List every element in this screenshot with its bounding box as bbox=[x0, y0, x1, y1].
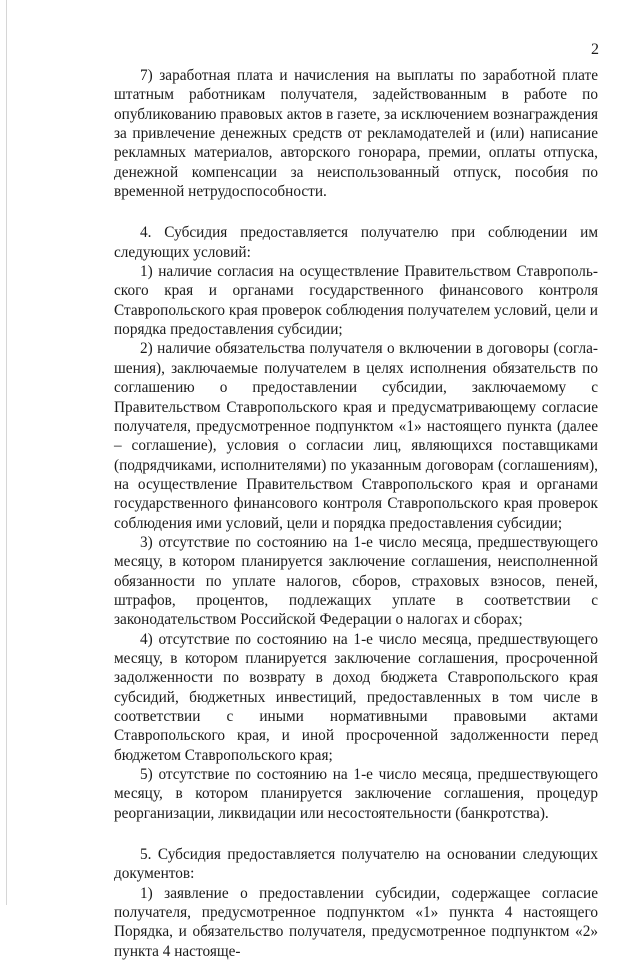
paragraph-clause-4: 4. Субсидия предоставляется получателю при соблюдении им следующих условий: bbox=[114, 224, 598, 261]
document-body bbox=[114, 66, 598, 961]
paragraph-clause-5: 5. Субсидия предоставляется получателю на основании следующих документов: bbox=[114, 846, 598, 883]
paragraph-condition-2: 2) наличие обязательства получателя о включении в договоры (соглашения), заключаемые получателем в целях исполнения обязательств по соглашению о предоставлении субсидии, заключаемому с Правительством Ставропольского края и предусматривающему согласие получателя, предусмотренное подпунктом «1» настоящего пункта (далее – соглашение), условия о согласии лиц, являющихся поставщиками (подрядчиками, исполнителями) по указанным договорам (соглашениям), на осуществление Правительством Ставропольского края и органами государственного финансового контроля Ставропольского края проверок соблюдения ими условий, цели и порядка предоставления субсидии; bbox=[114, 340, 598, 532]
paragraph-condition-4: 4) отсутствие по состоянию на 1-е число месяца, предшествующего месяцу, в котором планируется заключение соглашения, просроченной задолженности по возврату в доход бюджета Ставропольского края субсидий, бюджетных инвестиций, предоставленных в том числе в соответствии с иными нормативными правовыми актами Ставропольского края, и иной просроченной задолженности перед бюджетом Ставропольского края; bbox=[114, 630, 598, 764]
section-gap bbox=[114, 201, 598, 223]
paragraph-item-7: 7) заработная плата и начисления на выплаты по заработной плате штатным работникам получателя, задействованным в работе по опубликованию правовых актов в газете, за исключением вознаграждения за привлечение денежных средств от рекламодателей и (или) написание рекламных материалов, авторского гонорара, премии, оплаты отпуска, денежной компенсации за неиспользованный отпуск, пособия по временной нетрудоспособности. bbox=[114, 67, 598, 201]
page-number: 2 bbox=[591, 41, 599, 58]
paragraph-document-1: 1) заявление о предоставлении субсидии, содержащее согласие получателя, предусмотренное подпунктом «1» пункта 4 настоящего Порядка, и обязательство получателя, предусмотренное подпунктом «2» пункта 4 настояще- bbox=[114, 884, 598, 960]
paragraph-condition-1: 1) наличие согласия на осуществление Правительством Ставропольского края и органами государственного финансового контроля Ставропольского края проверок соблюдения получателем условий, цели и порядка предоставления субсидии; bbox=[114, 263, 598, 339]
section-gap bbox=[114, 823, 598, 845]
scan-edge-line bbox=[6, 0, 7, 905]
paragraph-condition-3: 3) отсутствие по состоянию на 1-е число месяца, предшествующего месяцу, в котором планируется заключение соглашения, неисполненной обязанности по уплате налогов, сборов, страховых взносов, пеней, штрафов, процентов, подлежащих уплате в соответствии с законодательством Российской Федерации о налогах и сборах; bbox=[114, 533, 598, 629]
paragraph-condition-5: 5) отсутствие по состоянию на 1-е число месяца, предшествующего месяцу, в котором планируется заключение соглашения, процедур реорганизации, ликвидации или несостоятельности (банкротства). bbox=[114, 766, 598, 822]
